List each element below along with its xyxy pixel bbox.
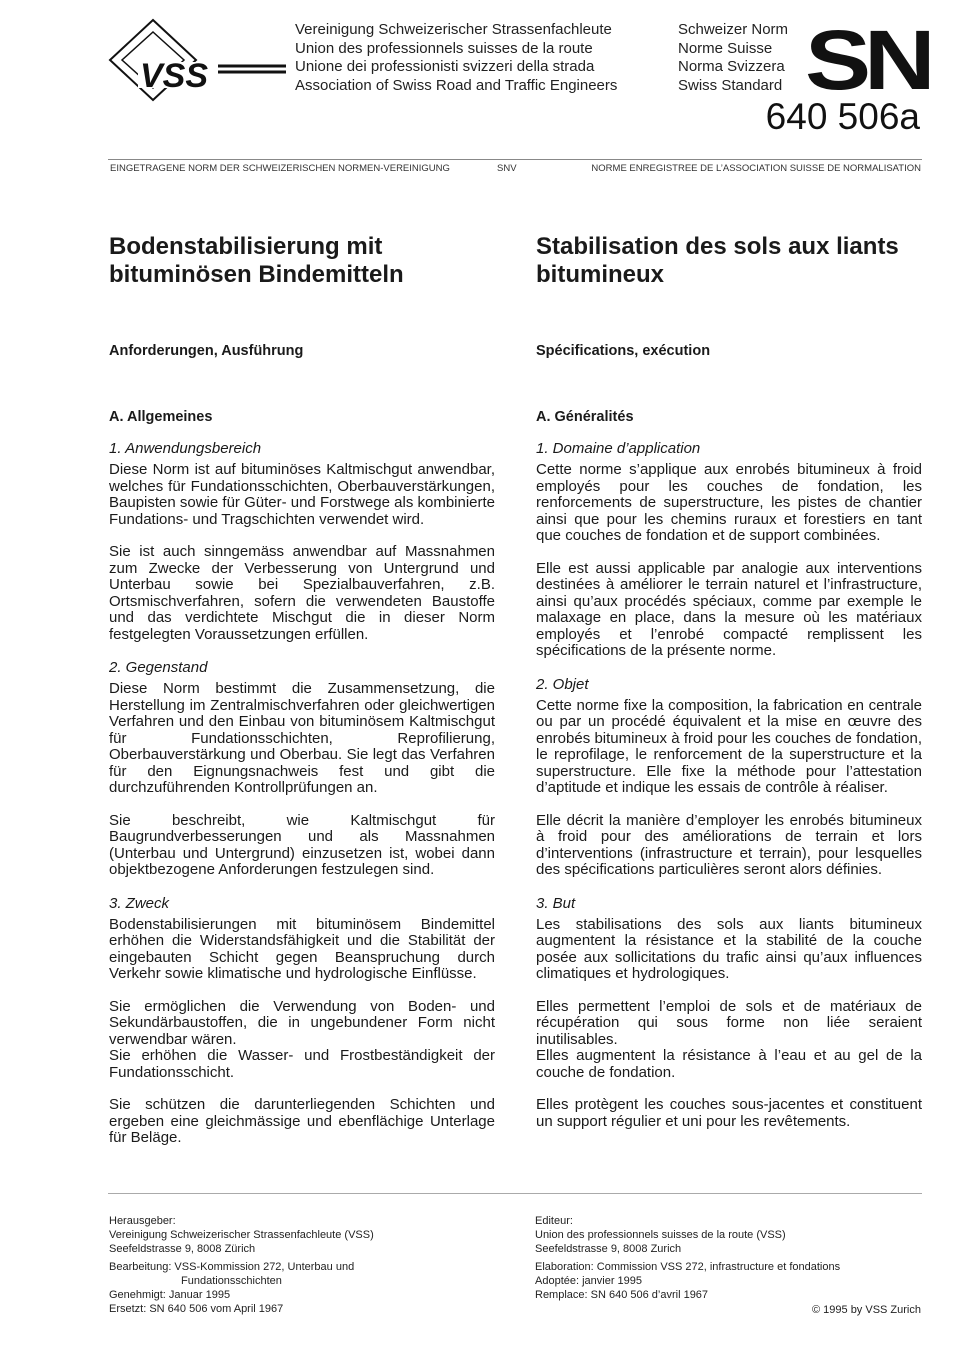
- editing-fr: Elaboration: Commission VSS 272, infrastructure et fondations: [535, 1261, 841, 1274]
- section-heading-fr: A. Généralités: [536, 409, 634, 425]
- paragraph-de-6: Sie ermöglichen die Verwendung von Boden- und Sekundärbaustoffen, die in ungebundener Form nicht verwendbar wären.: [109, 997, 495, 1048]
- footer-fr: [535, 1215, 935, 1303]
- publisher-label-de: Herausgeber:: [109, 1215, 176, 1227]
- standard-label-de: Schweizer Norm: [678, 21, 789, 38]
- approved-de: Genehmigt: Januar 1995: [109, 1288, 231, 1301]
- footer-divider: [108, 1193, 922, 1194]
- org-name-en: Association of Swiss Road and Traffic Engineers: [295, 76, 618, 94]
- paragraph-fr-1: Cette norme s’applique aux enrobés bitumineux à froid employés pour les couches de fondation, les renforcements de superstructure, les pistes de chantier ainsi que pour les chemins ruraux et forestiers en tant que couches de fondation et de support combinées.: [536, 461, 922, 544]
- standard-label-it: Norma Svizzera: [678, 58, 785, 75]
- publisher-address-de: Seefeldstrasse 9, 8008 Zürich: [109, 1242, 256, 1255]
- org-name-de: Vereinigung Schweizerischer Strassenfachleute: [295, 21, 612, 38]
- paragraph-de-7: Sie erhöhen die Wasser- und Frostbeständigkeit der Fundationsschicht.: [109, 1047, 495, 1081]
- paragraph-de-1: Diese Norm ist auf bituminöses Kaltmischgut anwendbar, welches für Fundationsschichten, Oberbauverstärkungen, Baupisten sowie für Güter- und Forstwege als kombinierte Fundations- und Tragschichten verwendet wird.: [109, 461, 496, 528]
- section-heading-de: A. Allgemeines: [109, 409, 213, 425]
- logo-wordmark: VSS: [140, 57, 209, 95]
- sn-mark: SN: [805, 13, 929, 107]
- adopted-fr: Adoptée: janvier 1995: [535, 1275, 643, 1288]
- document-subtitle-de: Anforderungen, Ausführung: [109, 343, 304, 359]
- replaces-fr: Remplace: SN 640 506 d’avril 1967: [535, 1288, 709, 1301]
- registered-norm-de: EINGETRAGENE NORM DER SCHWEIZERISCHEN NORMEN-VEREINIGUNG: [110, 163, 450, 174]
- header-divider: [108, 159, 922, 160]
- document-title-de: Bodenstabilisierung mit bituminösen Bindemitteln: [109, 233, 404, 288]
- publisher-name-de: Vereinigung Schweizerischer Strassenfachleute (VSS): [109, 1228, 374, 1241]
- standard-label-en: Swiss Standard: [678, 76, 783, 94]
- replaces-de: Ersetzt: SN 640 506 vom April 1967: [109, 1302, 284, 1315]
- paragraph-fr-5: Les stabilisations des sols aux liants bitumineux augmentent la résistance et la stabilité de la couche posée aux sollicitations du trafic ainsi qu’aux influences climatiques et hydrologiques.: [536, 915, 922, 982]
- publisher-label-fr: Editeur:: [535, 1215, 573, 1227]
- organization-names: [295, 21, 617, 95]
- subheading-subject-fr: 2. Objet: [536, 675, 589, 693]
- org-name-it: Unione dei professionisti svizzeri della strada: [295, 58, 595, 75]
- subheading-subject-de: 2. Gegenstand: [109, 659, 208, 676]
- paragraph-de-4: Sie beschreibt, wie Kaltmischgut für Baugrundverbesserungen und als Massnahmen (Unterbau und Untergrund) einzusetzen ist, wobei dann objektbezogene Anforderungen festzulegen sind.: [109, 811, 495, 878]
- copyright: © 1995 by VSS Zurich: [812, 1304, 921, 1316]
- paragraph-fr-2: Elle est aussi applicable par analogie aux interventions destinées à améliorer le terrain naturel et l’infrastructure, ainsi qu’aux procédés spéciaux, comme par exemple le malaxage en place, dans la mesure où les matériaux employés et l’enrobé compacté remplissent les spécifications de la présente norme.: [536, 559, 922, 659]
- paragraph-de-5: Bodenstabilisierungen mit bituminösem Bindemittel erhöhen die Widerstandsfähigkeit und die Stabilität der eingebauten Schicht gegen Beanspruchung durch Verkehr sowie klimatische und hydrologische Einflüsse.: [109, 915, 495, 982]
- paragraph-fr-6: Elles permettent l’emploi de sols et de matériaux de récupération qui sous forme non liée seraient inutilisables.: [536, 997, 922, 1048]
- paragraph-fr-8: Elles protègent les couches sous-jacentes et constituent un support régulier et uni pour les revêtements.: [536, 1096, 922, 1130]
- subheading-scope-de: 1. Anwendungsbereich: [109, 440, 262, 457]
- publisher-address-fr: Seefeldstrasse 9, 8008 Zurich: [535, 1242, 682, 1255]
- vss-logo: [108, 18, 288, 102]
- paragraph-de-8: Sie schützen die darunterliegenden Schichten und ergeben eine gleichmässige und ebenflächige Unterlage für Beläge.: [109, 1096, 495, 1146]
- vss-logo-graphic: [108, 18, 288, 102]
- norm-number: 640 506a: [765, 96, 920, 137]
- standard-label-fr: Norme Suisse: [678, 39, 773, 57]
- registered-code: SNV: [497, 163, 517, 174]
- paragraph-de-2: Sie ist auch sinngemäss anwendbar auf Massnahmen zum Zwecke der Verbesserung von Untergrund und Unterbau sowie bei Spezialbauverfahren, z.B. Ortsmischverfahren, sofern die verwendeten Baustoffe und das verdichtete Mischgut die in dieser Norm festgelegten Voraussetzungen erfüllen.: [109, 543, 495, 643]
- registered-norm-fr: NORME ENREGISTREE DE L’ASSOCIATION SUISSE DE NORMALISATION: [591, 163, 921, 174]
- editing-de: Bearbeitung: VSS-Kommission 272, Unterbau und: [109, 1261, 355, 1274]
- document-subtitle-fr: Spécifications, exécution: [536, 343, 711, 359]
- subheading-purpose-fr: 3. But: [536, 894, 576, 912]
- org-name-fr: Union des professionnels suisses de la route: [295, 39, 593, 57]
- paragraph-fr-3: Cette norme fixe la composition, la fabrication en centrale ou par un procédé équivalent et la mise en œuvre des enrobés bitumineux à froid pour les couches de fondation, le reprofilage, le renforcement de la superstructure et la superstructure. Elle fixe la méthode pour l’attestation d’aptitude et indique les essais de contrôle à réaliser.: [536, 696, 922, 796]
- footer-de: [109, 1215, 509, 1317]
- standard-labels: [678, 21, 788, 95]
- document-title-fr: Stabilisation des sols aux liants bitumineux: [536, 233, 899, 288]
- paragraph-fr-7: Elles augmentent la résistance à l’eau et au gel de la couche de fondation.: [536, 1047, 922, 1081]
- german-column: [109, 233, 495, 1163]
- paragraph-de-3: Diese Norm bestimmt die Zusammensetzung, die Herstellung im Zentralmischverfahren oder gleichwertigen Verfahren und den Einbau von bituminösem Kaltmischgut für Fundationsschichten, Reprofilierung, Oberbauverstärkung und Oberbau. Sie legt das Verfahren für den Eignungsnachweis fest und gibt die durchzuführenden Kontrollprüfungen an.: [109, 680, 495, 796]
- paragraph-fr-4: Elle décrit la manière d’employer les enrobés bitumineux à froid pour des améliorations de terrain et lors d’interventions (infrastructure et terrain), pour lesquelles des spécifications particulières seront alors définies.: [536, 811, 922, 878]
- subheading-purpose-de: 3. Zweck: [109, 894, 170, 912]
- subheading-scope-fr: 1. Domaine d’application: [536, 440, 701, 457]
- editing-de-cont: Fundationsschichten: [181, 1275, 282, 1288]
- french-column: [536, 233, 922, 1146]
- publisher-name-fr: Union des professionnels suisses de la route (VSS): [535, 1228, 786, 1241]
